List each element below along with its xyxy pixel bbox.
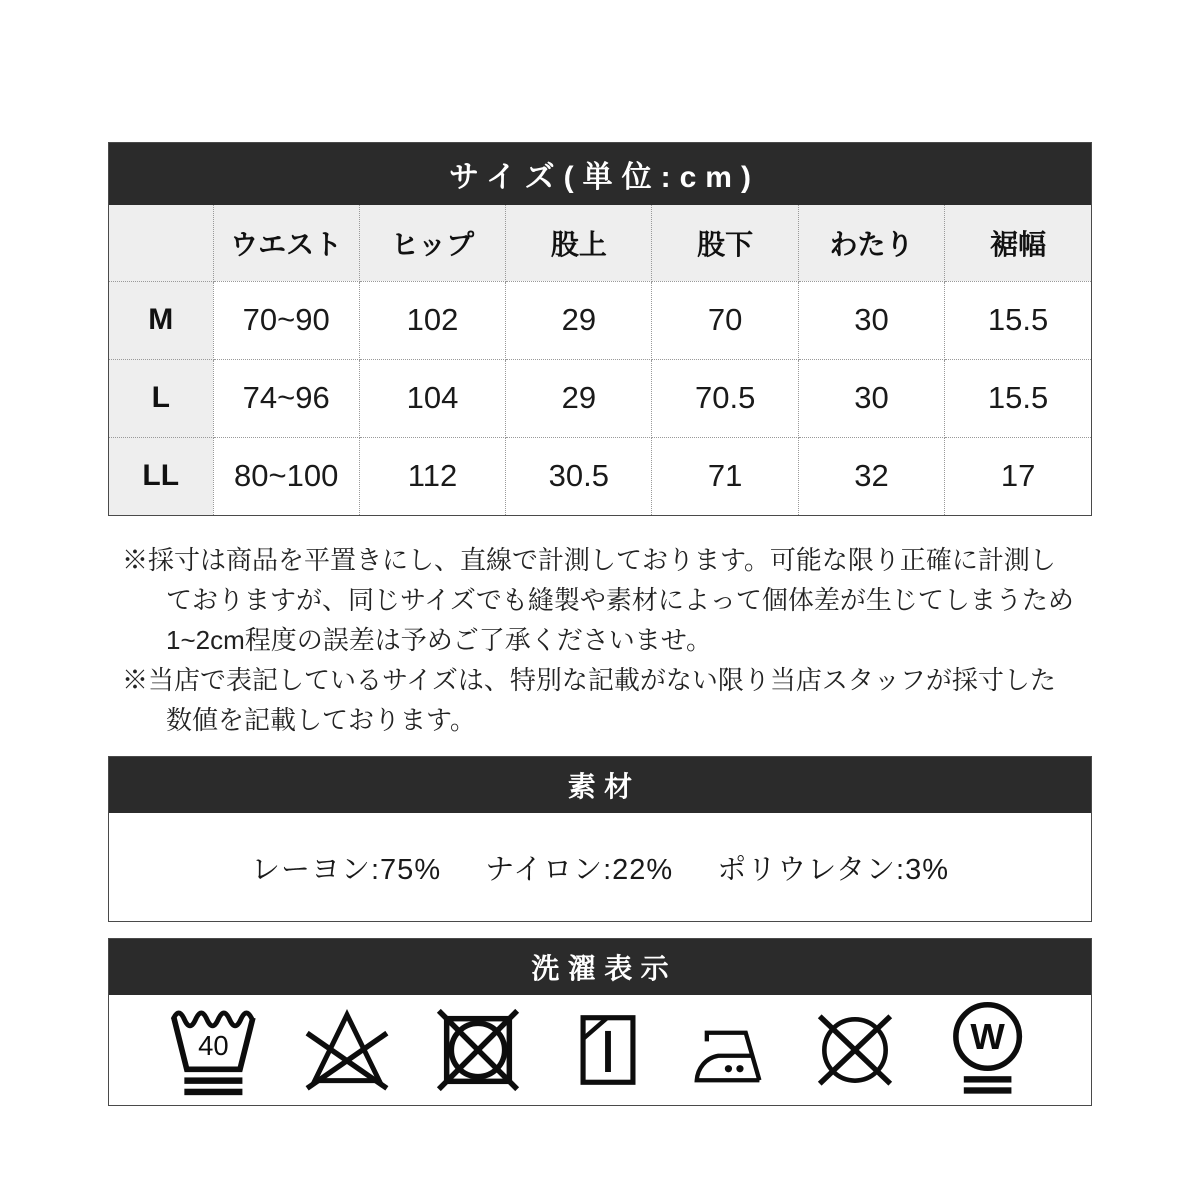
material-item: ナイロン:22% (485, 853, 674, 886)
do-not-dry-clean-icon (809, 1004, 901, 1096)
size-value-cell: 104 (359, 359, 505, 437)
size-value-cell: 30 (798, 359, 944, 437)
size-table-header-row (109, 205, 1091, 281)
size-value-cell: 70.5 (652, 359, 798, 437)
size-value-cell: 102 (359, 281, 505, 359)
wash-40-very-gentle-icon (165, 1000, 262, 1100)
note-line: ※当店で表記しているサイズは、特別な記載がない限り当店スタッフが採寸した (122, 665, 1056, 695)
col-header-hip: ヒップ (359, 205, 505, 281)
material-item: レーヨン:75% (251, 853, 442, 886)
col-header-waist: ウエスト (213, 205, 359, 281)
do-not-bleach-icon (301, 1004, 393, 1096)
size-value-cell: 17 (945, 437, 1091, 515)
iron-medium-icon (691, 1014, 770, 1086)
size-value-cell: 70~90 (213, 281, 359, 359)
size-value-cell: 29 (506, 359, 652, 437)
content-column (108, 142, 1092, 1106)
material-item: ポリウレタン:3% (717, 853, 949, 886)
note-line: ておりますが、同じサイズでも縫製や素材によって個体差が生じてしまうため (166, 585, 1074, 615)
line-dry-in-shade-icon (564, 1006, 652, 1094)
col-header-thigh: わたり (798, 205, 944, 281)
size-value-cell: 71 (652, 437, 798, 515)
size-value-cell: 29 (506, 281, 652, 359)
measurement-notes (108, 540, 1092, 740)
note-line: 1~2cm程度の誤差は予めご了承くださいませ。 (166, 625, 712, 655)
do-not-tumble-dry-icon (431, 1003, 525, 1097)
size-label-l: L (109, 359, 213, 437)
size-label-m: M (109, 281, 213, 359)
size-table-section (108, 142, 1092, 516)
col-header-inseam: 股下 (652, 205, 798, 281)
size-value-cell: 74~96 (213, 359, 359, 437)
size-table-corner-cell (109, 205, 213, 281)
material-composition (109, 813, 1091, 921)
note-line: ※採寸は商品を平置きにし、直線で計測しております。可能な限り正確に計測し (122, 545, 1056, 575)
care-section-title: 洗濯表示 (109, 939, 1091, 995)
size-value-cell: 70 (652, 281, 798, 359)
table-row-ll (109, 437, 1091, 515)
size-value-cell: 80~100 (213, 437, 359, 515)
svg-text:40: 40 (198, 1029, 229, 1061)
care-section (108, 938, 1092, 1106)
material-section (108, 756, 1092, 922)
material-section-title: 素材 (109, 757, 1091, 813)
wet-clean-very-gentle-icon (940, 1000, 1035, 1100)
svg-text:W: W (970, 1016, 1005, 1058)
care-symbols-row (109, 995, 1091, 1105)
size-value-cell: 30.5 (506, 437, 652, 515)
table-row-m (109, 281, 1091, 359)
col-header-rise: 股上 (506, 205, 652, 281)
size-value-cell: 15.5 (945, 359, 1091, 437)
size-value-cell: 112 (359, 437, 505, 515)
size-value-cell: 30 (798, 281, 944, 359)
size-value-cell: 32 (798, 437, 944, 515)
col-header-hem: 裾幅 (945, 205, 1091, 281)
note-line: 数値を記載しております。 (166, 705, 476, 735)
size-section-title: サイズ(単位:cm) (109, 143, 1091, 205)
table-row-l (109, 359, 1091, 437)
size-label-ll: LL (109, 437, 213, 515)
size-value-cell: 15.5 (945, 281, 1091, 359)
size-table (109, 205, 1091, 515)
